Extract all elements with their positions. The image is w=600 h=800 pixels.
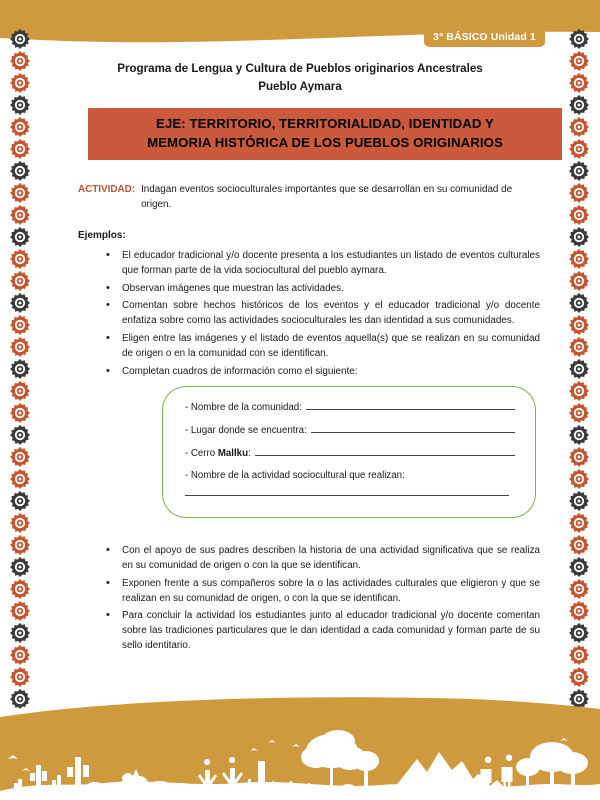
field-label: - Lugar donde se encuentra: <box>185 425 307 436</box>
list-item: • Completan cuadros de información como el siguiente: <box>78 364 540 379</box>
rosette-icon <box>568 28 590 50</box>
eje-line2: MEMORIA HISTÓRICA DE LOS PUEBLOS ORIGINARIOS <box>147 134 503 150</box>
rosette-icon <box>9 666 31 688</box>
rosette-icon <box>568 116 590 138</box>
rosette-icon <box>568 446 590 468</box>
left-decorative-border <box>7 28 33 714</box>
rosette-icon <box>568 512 590 534</box>
fill-in-blank-line[interactable] <box>306 401 515 410</box>
rosette-icon <box>9 446 31 468</box>
rosette-icon <box>568 578 590 600</box>
activity-row <box>78 182 540 212</box>
rosette-icon <box>568 292 590 314</box>
rosette-icon <box>9 248 31 270</box>
rosette-icon <box>568 600 590 622</box>
rosette-icon <box>568 50 590 72</box>
rosette-icon <box>568 160 590 182</box>
rosette-icon <box>9 292 31 314</box>
examples-heading: Ejemplos: <box>78 230 126 242</box>
field-label: - Nombre de la actividad sociocultural que realizan: <box>185 470 405 481</box>
rosette-icon <box>9 138 31 160</box>
field-label-post: : <box>248 448 251 459</box>
rosette-icon <box>568 644 590 666</box>
rosette-icon <box>9 424 31 446</box>
fill-in-blank-line[interactable] <box>311 424 515 433</box>
info-box-field-place <box>185 424 515 436</box>
rosette-icon <box>568 314 590 336</box>
fill-in-blank-line[interactable] <box>185 495 509 496</box>
eje-banner <box>88 108 562 160</box>
eje-line1: EJE: TERRITORIO, TERRITORIALIDAD, IDENTIDAD Y <box>156 116 494 131</box>
rosette-icon <box>9 50 31 72</box>
rosette-icon <box>568 424 590 446</box>
list-item: • Con el apoyo de sus padres describen la historia de una actividad significativa que se realiza en su comunidad de origen o con la que se identifican. <box>78 543 540 573</box>
info-box <box>162 386 536 518</box>
activity-label: ACTIVIDAD: <box>78 184 136 195</box>
examples-list-after-box <box>78 543 540 653</box>
program-title <box>70 60 530 96</box>
rosette-icon <box>568 490 590 512</box>
rosette-icon <box>9 358 31 380</box>
rosette-icon <box>568 402 590 424</box>
rosette-icon <box>9 160 31 182</box>
rosette-icon <box>9 578 31 600</box>
rosette-icon <box>568 336 590 358</box>
rosette-icon <box>9 226 31 248</box>
rosette-icon <box>568 468 590 490</box>
rosette-icon <box>9 468 31 490</box>
program-title-line2: Pueblo Aymara <box>258 79 342 93</box>
rosette-icon <box>9 28 31 50</box>
rosette-icon <box>9 204 31 226</box>
rosette-icon <box>568 204 590 226</box>
list-item: • Eligen entre las imágenes y el listado de eventos aquella(s) que se realizan en su comunidad de origen o en la comunidad con se identifican. <box>78 331 540 361</box>
activity-text: Indagan eventos socioculturales importantes que se desarrollan en su comunidad de origen. <box>141 184 513 211</box>
rosette-icon <box>568 248 590 270</box>
rosette-icon <box>568 94 590 116</box>
document-content <box>78 182 540 381</box>
rosette-icon <box>9 622 31 644</box>
field-label <box>185 448 251 459</box>
rosette-icon <box>568 622 590 644</box>
rosette-icon <box>9 556 31 578</box>
rosette-icon <box>568 534 590 556</box>
rosette-icon <box>9 600 31 622</box>
bottom-illustration <box>0 695 600 800</box>
unit-tab-label: 3° BÁSICO Unidad 1 <box>424 28 545 47</box>
list-item: • Comentan sobre hechos históricos de los eventos y el educador tradicional y/o docente enfatiza sobre como las actividades socioculturales les dan identidad a sus comunidades. <box>78 298 540 328</box>
rosette-icon <box>568 72 590 94</box>
rosette-icon <box>9 644 31 666</box>
field-label-pre: - Cerro <box>185 448 218 459</box>
info-box-field-activity <box>185 470 515 496</box>
list-item: • Para concluir la actividad los estudiantes junto al educador tradicional y/o docente comentan sobre las tradiciones particulares que le dan identidad a cada comunidad y forman parte de su sello identitario. <box>78 608 540 653</box>
rosette-icon <box>9 402 31 424</box>
rosette-icon <box>9 534 31 556</box>
right-decorative-border <box>566 28 592 714</box>
rosette-icon <box>568 380 590 402</box>
list-item: • El educador tradicional y/o docente presenta a los estudiantes un listado de eventos culturales que forman parte de la vida sociocultural del pueblo aymara. <box>78 248 540 278</box>
rosette-icon <box>9 380 31 402</box>
rosette-icon <box>568 666 590 688</box>
fill-in-blank-line[interactable] <box>255 447 515 456</box>
rosette-icon <box>568 556 590 578</box>
rosette-icon <box>9 94 31 116</box>
list-item: • Observan imágenes que muestran las actividades. <box>78 281 540 296</box>
field-label-bold: Mallku <box>217 448 248 459</box>
rosette-icon <box>568 358 590 380</box>
rosette-icon <box>9 490 31 512</box>
rosette-icon <box>9 336 31 358</box>
field-label: - Nombre de la comunidad: <box>185 402 302 413</box>
rosette-icon <box>9 72 31 94</box>
info-box-field-community <box>185 401 515 413</box>
rosette-icon <box>9 182 31 204</box>
rosette-icon <box>9 314 31 336</box>
document-content-lower <box>78 538 540 656</box>
rosette-icon <box>568 270 590 292</box>
rosette-icon <box>568 226 590 248</box>
rosette-icon <box>9 116 31 138</box>
info-box-field-cerro <box>185 447 515 459</box>
rosette-icon <box>9 270 31 292</box>
rosette-icon <box>568 138 590 160</box>
program-title-line1: Programa de Lengua y Cultura de Pueblos originarios Ancestrales <box>117 62 483 75</box>
rosette-icon <box>9 512 31 534</box>
examples-list-before-box <box>78 248 540 378</box>
list-item: • Exponen frente a sus compañeros sobre la o las actividades culturales que eligieron y que se realizan en su comunidad de origen, o con la que se identifican. <box>78 576 540 606</box>
rosette-icon <box>568 182 590 204</box>
